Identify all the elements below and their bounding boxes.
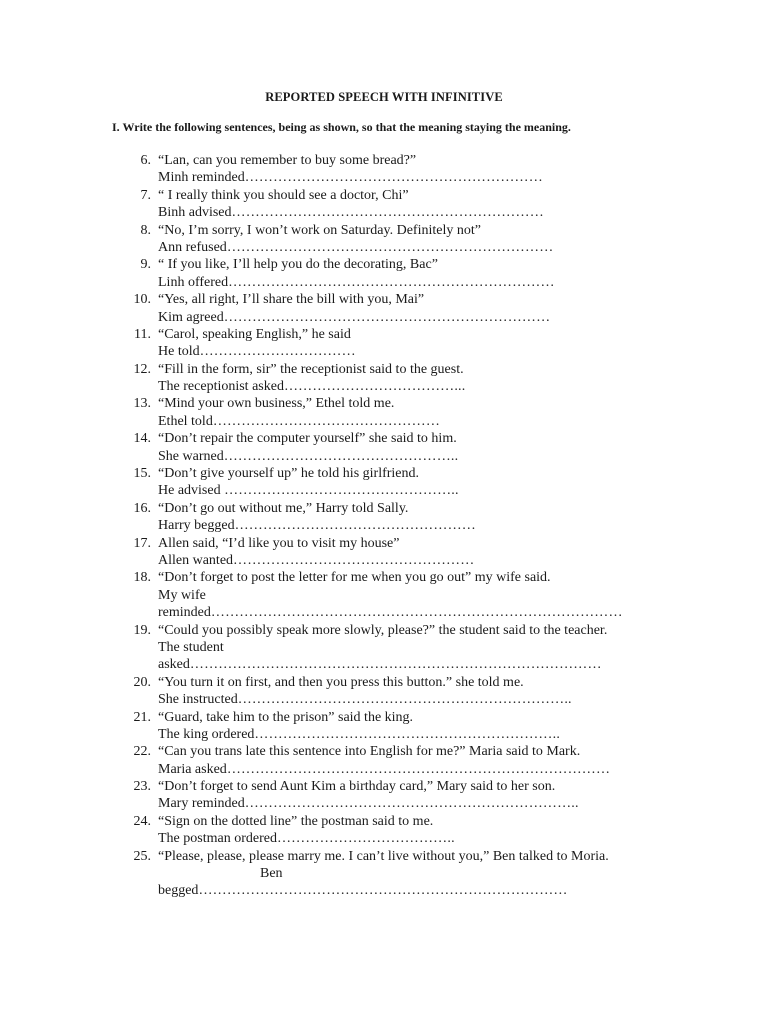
- exercise-answer-line: [0, 274, 768, 291]
- exercise-item: [0, 743, 768, 778]
- exercise-prompt-line: [0, 152, 768, 169]
- answer-blank[interactable]: ……………………………………………: [234, 518, 476, 534]
- exercise-item: [0, 622, 768, 674]
- exercise-number: 23.: [133, 779, 151, 795]
- exercise-answer: [158, 830, 455, 847]
- answer-start-text: asked: [158, 657, 190, 673]
- exercise-prompt-line: [0, 778, 768, 795]
- exercise-item: [0, 813, 768, 848]
- exercise-item: [0, 430, 768, 465]
- exercise-answer: [158, 517, 476, 534]
- answer-blank[interactable]: …………………………………………: [212, 413, 441, 429]
- exercise-prompt-line: [0, 256, 768, 273]
- exercise-item: [0, 256, 768, 291]
- exercise-number: 16.: [133, 500, 151, 516]
- exercise-item: [0, 152, 768, 187]
- exercise-subject-line: [0, 639, 768, 656]
- exercise-quote: “Yes, all right, I’ll share the bill with you, Mai”: [158, 292, 425, 308]
- exercise-item: [0, 291, 768, 326]
- exercise-number: 15.: [133, 466, 151, 482]
- exercise-quote: “You turn it on first, and then you press this button.” she told me.: [158, 674, 524, 690]
- exercise-answer-line: [0, 517, 768, 534]
- exercise-answer-line: [0, 795, 768, 812]
- exercise-quote: “Guard, take him to the prison” said the king.: [158, 709, 414, 725]
- exercise-answer-line: [0, 882, 768, 899]
- exercise-quote: “Don’t forget to post the letter for me when you go out” my wife said.: [158, 570, 551, 586]
- answer-blank[interactable]: ……………………………: [199, 344, 356, 360]
- exercise-prompt-line: [0, 709, 768, 726]
- answer-start-text: Kim agreed: [158, 309, 224, 325]
- exercise-answer: [158, 169, 543, 186]
- exercise-prompt-line: [0, 848, 768, 865]
- exercise-prompt-line: [0, 222, 768, 239]
- exercise-quote: “Don’t forget to send Aunt Kim a birthday card,” Mary said to her son.: [158, 779, 556, 795]
- exercise-number: 14.: [133, 431, 151, 447]
- exercise-prompt-line: [0, 813, 768, 830]
- exercise-answer-line: [0, 830, 768, 847]
- answer-blank[interactable]: ……………………………………………………………………: [198, 883, 568, 899]
- exercise-instruction: I. Write the following sentences, being as shown, so that the meaning staying the meaning.: [112, 120, 571, 134]
- exercise-answer: [158, 204, 544, 221]
- exercise-item: [0, 500, 768, 535]
- exercise-answer-line: [0, 482, 768, 499]
- answer-blank[interactable]: ……………………………………………………………………………: [189, 657, 602, 673]
- exercise-answer-line: [0, 448, 768, 465]
- exercise-item: [0, 465, 768, 500]
- exercise-number: 18.: [133, 570, 151, 586]
- answer-start-text: The king ordered: [158, 726, 255, 742]
- exercise-number: 19.: [133, 622, 151, 638]
- exercise-item: [0, 361, 768, 396]
- answer-blank[interactable]: ……………………………………………………………: [226, 239, 554, 255]
- exercise-item: [0, 848, 768, 900]
- exercise-answer-line: [0, 239, 768, 256]
- exercise-answer-line: [0, 169, 768, 186]
- answer-start-text: Harry begged: [158, 518, 235, 534]
- exercise-answer: [158, 482, 459, 499]
- exercise-quote: “Please, please, please marry me. I can’t live without you,” Ben talked to Moria.: [158, 848, 609, 864]
- answer-start-text: reminded: [158, 605, 211, 621]
- exercise-prompt-line: [0, 500, 768, 517]
- answer-start-text: He advised: [158, 483, 225, 499]
- answer-blank[interactable]: ……………………………………………………………..: [244, 796, 579, 812]
- exercise-item: [0, 778, 768, 813]
- exercise-subject: My wife: [158, 587, 206, 603]
- answer-start-text: Binh advised: [158, 205, 232, 221]
- exercise-subject-line: [0, 865, 768, 882]
- answer-blank[interactable]: ……………………………………………………………: [223, 309, 551, 325]
- answer-start-text: Minh reminded: [158, 170, 245, 186]
- exercise-quote: “Fill in the form, sir” the receptionist said to the guest.: [158, 361, 464, 377]
- answer-start-text: He told: [158, 344, 200, 360]
- exercise-item: [0, 222, 768, 257]
- answer-blank[interactable]: …………………………………………..: [223, 448, 459, 464]
- exercise-prompt-line: [0, 622, 768, 639]
- answer-blank[interactable]: ……………………………………………………………………………: [210, 605, 623, 621]
- answer-blank[interactable]: …………………………………………..: [224, 483, 459, 499]
- exercise-item: [0, 674, 768, 709]
- exercise-answer: [158, 378, 465, 395]
- exercise-answer: [158, 882, 568, 899]
- exercise-number: 21.: [133, 709, 151, 725]
- exercise-answer-line: [0, 378, 768, 395]
- exercise-quote: “Mind your own business,” Ethel told me.: [158, 396, 395, 412]
- exercise-answer: [158, 691, 572, 708]
- exercise-quote: “Don’t give yourself up” he told his girlfriend.: [158, 466, 420, 482]
- exercise-prompt-line: [0, 361, 768, 378]
- exercise-number: 9.: [140, 257, 151, 273]
- exercise-item: [0, 569, 768, 621]
- answer-blank[interactable]: ………………………………………………………..: [254, 726, 561, 742]
- page-title: REPORTED SPEECH WITH INFINITIVE: [265, 90, 503, 104]
- exercise-answer-line: [0, 413, 768, 430]
- exercise-answer: [158, 309, 550, 326]
- exercise-prompt-line: [0, 535, 768, 552]
- exercise-answer: [158, 761, 610, 778]
- exercise-number: 11.: [134, 326, 151, 342]
- exercise-answer-line: [0, 656, 768, 673]
- answer-start-text: Ann refused: [158, 239, 227, 255]
- exercise-answer: [158, 343, 356, 360]
- exercise-prompt-line: [0, 674, 768, 691]
- answer-blank[interactable]: ………………………………………………………: [244, 170, 543, 186]
- exercise-answer-line: [0, 604, 768, 621]
- exercise-number: 13.: [133, 396, 151, 412]
- exercise-prompt-line: [0, 291, 768, 308]
- exercise-number: 17.: [133, 535, 151, 551]
- exercise-answer-line: [0, 204, 768, 221]
- exercise-answer: [158, 448, 458, 465]
- exercise-quote: Allen said, “I’d like you to visit my house”: [158, 535, 400, 551]
- exercise-quote: “Could you possibly speak more slowly, please?” the student said to the teacher.: [158, 622, 608, 638]
- exercise-number: 24.: [133, 813, 151, 829]
- answer-start-text: Ethel told: [158, 413, 213, 429]
- answer-start-text: She instructed: [158, 692, 238, 708]
- answer-blank[interactable]: ……………………………………………: [233, 552, 475, 568]
- exercise-quote: “Don’t go out without me,” Harry told Sally.: [158, 500, 409, 516]
- exercise-answer-line: [0, 761, 768, 778]
- exercise-list: [0, 152, 768, 900]
- exercise-answer: [158, 274, 555, 291]
- exercise-number: 25.: [133, 848, 151, 864]
- exercise-number: 12.: [133, 361, 151, 377]
- exercise-number: 6.: [140, 153, 151, 168]
- exercise-subject: The student: [158, 639, 224, 655]
- exercise-number: 7.: [140, 187, 151, 203]
- exercise-prompt-line: [0, 465, 768, 482]
- exercise-prompt-line: [0, 326, 768, 343]
- exercise-item: [0, 326, 768, 361]
- answer-blank[interactable]: ………………………………..: [276, 831, 455, 847]
- exercise-quote: “Can you trans late this sentence into English for me?” Maria said to Mark.: [158, 744, 581, 760]
- answer-blank[interactable]: ………………………………………………………………………: [226, 761, 611, 777]
- exercise-item: [0, 709, 768, 744]
- answer-blank[interactable]: ……………………………………………………………..: [237, 692, 572, 708]
- exercise-item: [0, 535, 768, 570]
- exercise-item: [0, 395, 768, 430]
- exercise-quote: “ If you like, I’ll help you do the decorating, Bac”: [158, 257, 438, 273]
- answer-blank[interactable]: ………………………………...: [283, 379, 466, 395]
- answer-blank[interactable]: …………………………………………………………: [231, 205, 544, 221]
- exercise-answer: [158, 604, 623, 621]
- exercise-subject-line: [0, 587, 768, 604]
- exercise-number: 20.: [133, 674, 151, 690]
- exercise-answer: [158, 726, 560, 743]
- answer-start-text: Mary reminded: [158, 796, 245, 812]
- exercise-answer: [158, 656, 602, 673]
- answer-start-text: Maria asked: [158, 761, 227, 777]
- answer-start-text: Allen wanted: [158, 552, 234, 568]
- exercise-quote: “Sign on the dotted line” the postman said to me.: [158, 813, 434, 829]
- exercise-quote: “Lan, can you remember to buy some bread?”: [158, 153, 417, 168]
- exercise-quote: “No, I’m sorry, I won’t work on Saturday. Definitely not”: [158, 222, 481, 238]
- exercise-quote: “Carol, speaking English,” he said: [158, 326, 351, 342]
- answer-start-text: She warned: [158, 448, 224, 464]
- answer-start-text: The postman ordered: [158, 831, 277, 847]
- exercise-number: 22.: [133, 744, 151, 760]
- exercise-answer: [158, 795, 579, 812]
- exercise-prompt-line: [0, 187, 768, 204]
- exercise-answer: [158, 413, 440, 430]
- exercise-answer-line: [0, 691, 768, 708]
- exercise-quote: “ I really think you should see a doctor, Chi”: [158, 187, 409, 203]
- answer-blank[interactable]: ……………………………………………………………: [228, 274, 555, 290]
- exercise-answer: [158, 552, 474, 569]
- exercise-prompt-line: [0, 395, 768, 412]
- exercise-quote: “Don’t repair the computer yourself” she said to him.: [158, 431, 457, 447]
- exercise-prompt-line: [0, 569, 768, 586]
- answer-start-text: begged: [158, 883, 199, 899]
- exercise-number: 10.: [133, 292, 151, 308]
- exercise-number: 8.: [140, 222, 151, 238]
- answer-start-text: The receptionist asked: [158, 379, 284, 395]
- exercise-answer-line: [0, 309, 768, 326]
- exercise-answer: [158, 239, 553, 256]
- exercise-answer-line: [0, 552, 768, 569]
- exercise-answer-line: [0, 726, 768, 743]
- exercise-prompt-line: [0, 743, 768, 760]
- answer-start-text: Linh offered: [158, 274, 229, 290]
- exercise-prompt-line: [0, 430, 768, 447]
- exercise-subject: Ben: [260, 866, 283, 882]
- exercise-item: [0, 187, 768, 222]
- exercise-answer-line: [0, 343, 768, 360]
